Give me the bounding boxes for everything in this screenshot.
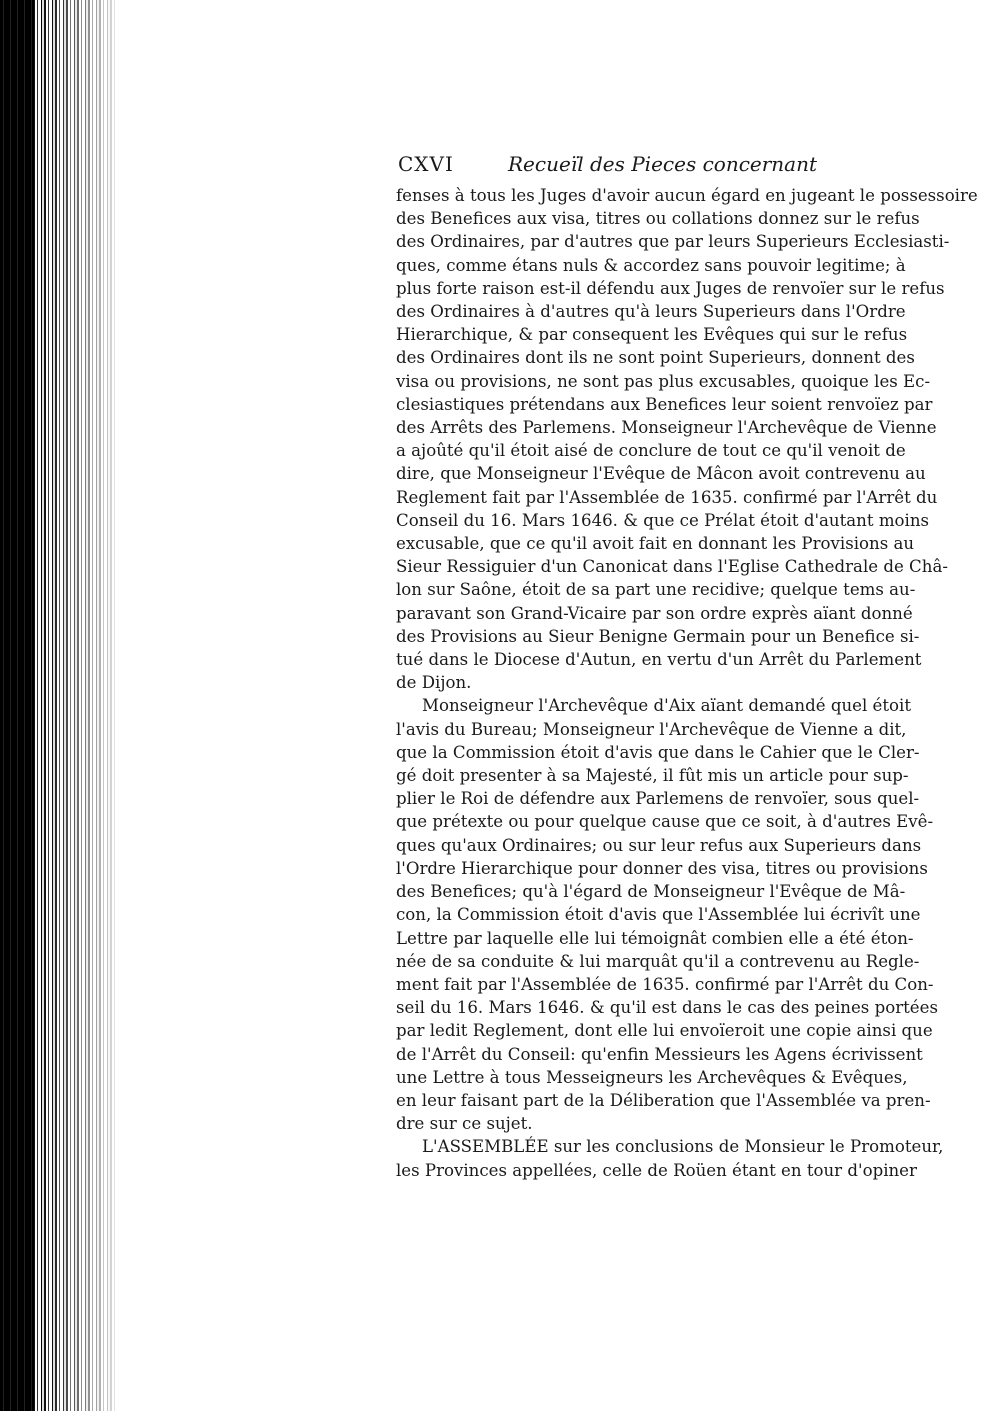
text-line: par ledit Reglement, dont elle lui envoïeroit une copie ainsi que — [396, 1021, 933, 1041]
text-line: clesiastiques prétendans aux Benefices leur soient renvoïez par — [396, 394, 933, 414]
text-line: plus forte raison est-il défendu aux Juges de renvoïer sur le refus — [396, 278, 945, 298]
text-line: des Benefices aux visa, titres ou collations donnez sur le refus — [396, 209, 920, 229]
page-folio: CXVI — [398, 152, 454, 176]
text-line: dire, que Monseigneur l'Evêque de Mâcon avoit contrevenu au — [396, 464, 926, 484]
text-line: née de sa conduite & lui marquât qu'il a contrevenu au Regle- — [396, 951, 920, 971]
text-line: Sieur Ressiguier d'un Canonicat dans l'Eglise Cathedrale de Châ- — [396, 557, 948, 577]
text-line: excusable, que ce qu'il avoit fait en donnant les Provisions au — [396, 534, 915, 554]
text-line: que la Commission étoit d'avis que dans le Cahier que le Cler- — [396, 742, 920, 762]
text-line: que prétexte ou pour quelque cause que ce soit, à d'autres Evê- — [396, 812, 934, 832]
running-title: Recueïl des Pieces concernant — [508, 152, 818, 176]
text-line: gé doit presenter à sa Majesté, il fût mis un article pour sup- — [396, 766, 909, 786]
text-line: des Ordinaires dont ils ne sont point Superieurs, donnent des — [396, 348, 915, 368]
paragraph-3 — [396, 1135, 944, 1181]
text-line: ques, comme étans nuls & accordez sans pouvoir legitime; à — [396, 255, 906, 275]
text-line: Conseil du 16. Mars 1646. & que ce Prélat étoit d'autant moins — [396, 510, 930, 530]
running-head — [396, 150, 896, 184]
text-line: les Provinces appellées, celle de Roüen étant en tour d'opiner — [396, 1160, 917, 1180]
text-line: des Arrêts des Parlemens. Monseigneur l'Archevêque de Vienne — [396, 418, 937, 438]
text-line: visa ou provisions, ne sont pas plus excusables, quoique les Ec- — [396, 371, 931, 391]
page-content — [396, 150, 978, 1182]
text-line: Hierarchique, & par consequent les Evêques qui sur le refus — [396, 325, 908, 345]
text-line: tué dans le Diocese d'Autun, en vertu d'un Arrêt du Parlement — [396, 650, 922, 670]
text-line: dre sur ce sujet. — [396, 1114, 533, 1134]
text-line: Lettre par laquelle elle lui témoignât combien elle a été éton- — [396, 928, 914, 948]
text-line: plier le Roi de défendre aux Parlemens de renvoïer, sous quel- — [396, 789, 920, 809]
text-line: paravant son Grand-Vicaire par son ordre exprès aïant donné — [396, 603, 913, 623]
text-line: L'ASSEMBLÉE sur les conclusions de Monsieur le Promoteur, — [422, 1137, 944, 1157]
text-line: a ajoûté qu'il étoit aisé de conclure de tout ce qu'il venoit de — [396, 441, 906, 461]
book-spine-shadow — [0, 0, 34, 1411]
text-line: des Ordinaires, par d'autres que par leurs Superieurs Ecclesiasti- — [396, 232, 950, 252]
text-line: de Dijon. — [396, 673, 472, 693]
text-line: Reglement fait par l'Assemblée de 1635. confirmé par l'Arrêt du — [396, 487, 938, 507]
text-line: l'Ordre Hierarchique pour donner des visa, titres ou provisions — [396, 858, 928, 878]
book-binding-edge — [0, 0, 118, 1411]
text-line: ment fait par l'Assemblée de 1635. confirmé par l'Arrêt du Con- — [396, 974, 934, 994]
text-line: des Ordinaires à d'autres qu'à leurs Superieurs dans l'Ordre — [396, 302, 906, 322]
text-line: de l'Arrêt du Conseil: qu'enfin Messieurs les Agens écrivissent — [396, 1044, 923, 1064]
text-line: lon sur Saône, étoit de sa part une recidive; quelque tems au- — [396, 580, 916, 600]
text-line: l'avis du Bureau; Monseigneur l'Archevêque de Vienne a dit, — [396, 719, 907, 739]
body-text — [396, 184, 978, 1182]
text-line: en leur faisant part de la Déliberation que l'Assemblée va pren- — [396, 1090, 931, 1110]
text-line: des Benefices; qu'à l'égard de Monseigneur l'Evêque de Mâ- — [396, 882, 906, 902]
text-line: con, la Commission étoit d'avis que l'Assemblée lui écrivît une — [396, 905, 921, 925]
text-line: ques qu'aux Ordinaires; ou sur leur refus aux Superieurs dans — [396, 835, 922, 855]
text-line: une Lettre à tous Messeigneurs les Archevêques & Evêques, — [396, 1067, 908, 1087]
paragraph-2 — [396, 694, 938, 1135]
text-line: seil du 16. Mars 1646. & qu'il est dans le cas des peines portées — [396, 998, 938, 1018]
paragraph-1 — [396, 184, 978, 694]
text-line: fenses à tous les Juges d'avoir aucun égard en jugeant le possessoire — [396, 186, 978, 205]
text-line: Monseigneur l'Archevêque d'Aix aïant demandé quel étoit — [422, 696, 911, 716]
text-line: des Provisions au Sieur Benigne Germain pour un Benefice si- — [396, 626, 920, 646]
